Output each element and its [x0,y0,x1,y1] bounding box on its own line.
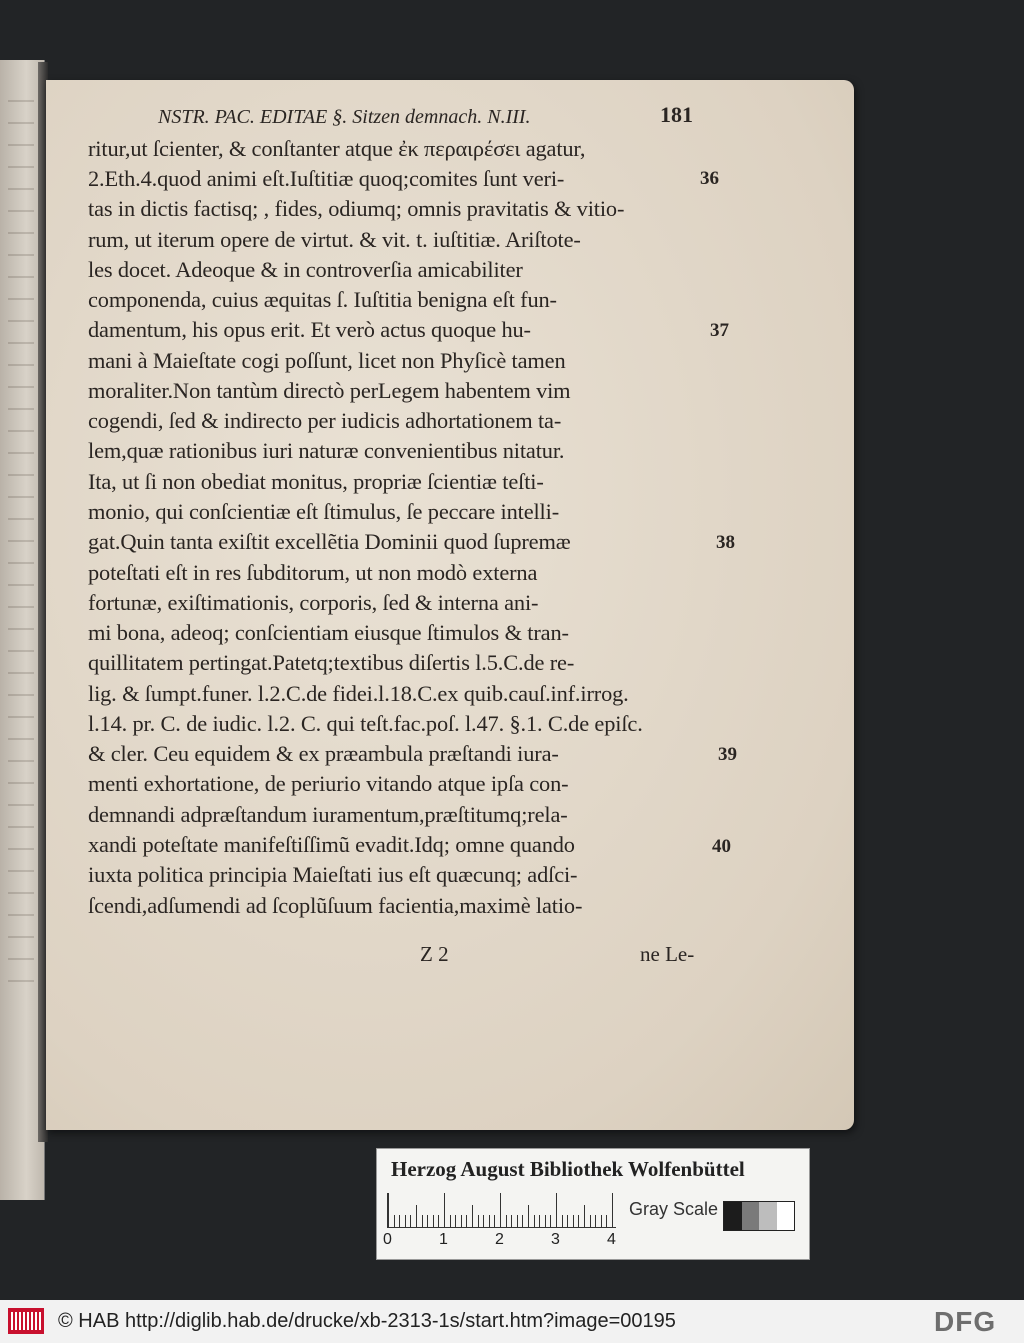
text-line: l.14. pr. C. de iudic. l.2. C. qui teſt.fac.poſ. l.47. §.1. C.de epiſc. [88,711,643,736]
ruler-tick [545,1215,546,1227]
footer-copyright-link[interactable]: © HAB http://diglib.hab.de/drucke/xb-2313-1s/start.htm?image=00195 [58,1310,676,1332]
text-line: Ita, ut ſi non obediat monitus, propriæ ſcientiæ teſti- [88,469,544,494]
ruler-tick [450,1215,451,1227]
ruler-tick [562,1215,563,1227]
ruler-tick [416,1205,417,1227]
ruler-tick [584,1205,585,1227]
text-line: mani à Maieſtate cogi poſſunt, licet non Phyſicè tamen [88,348,566,373]
ruler-tick [556,1193,557,1227]
ruler-tick [612,1193,613,1227]
text-line: & cler. Ceu equidem & ex præambula præſtandi iura- [88,741,559,766]
ruler-tick [399,1215,400,1227]
text-line: lig. & ſumpt.funer. l.2.C.de fidei.l.18.C.ex quib.cauſ.inf.irrog. [88,681,629,706]
margin-number: 37 [710,320,729,341]
ruler-tick [606,1215,607,1227]
gray-swatch [759,1202,777,1230]
ruler-tick [444,1193,445,1227]
ruler-tick [388,1193,389,1227]
text-line: monio, qui conſcientiæ eſt ſtimulus, ſe peccare intelli- [88,499,560,524]
text-line: menti exhortatione, de periurio vitando atque ipſa con- [88,771,569,796]
ruler-tick [517,1215,518,1227]
text-line: fortunæ, exiſtimationis, corporis, ſed & interna ani- [88,590,539,615]
ruler-tick [534,1215,535,1227]
ruler-tick [422,1215,423,1227]
gray-swatch [777,1202,795,1230]
ruler-tick [595,1215,596,1227]
ruler-tick [472,1205,473,1227]
ruler-tick [461,1215,462,1227]
text-line: lem,quæ rationibus iuri naturæ convenientibus nitatur. [88,438,565,463]
ruler-tick [494,1215,495,1227]
ruler-tick [539,1215,540,1227]
margin-number: 38 [716,532,735,553]
text-line: ſcendi,adſumendi ad ſcoplũſuum facientia,maximè latio- [88,893,583,918]
ruler-tick [578,1215,579,1227]
ruler-tick-label: 2 [495,1231,504,1248]
ruler-tick [590,1215,591,1227]
ruler-tick [506,1215,507,1227]
text-line: gat.Quin tanta exiſtit excellẽtia Dominii quod ſupremæ [88,529,571,554]
ruler-tick [410,1215,411,1227]
color-ruler-card [376,1148,810,1260]
ruler-tick [483,1215,484,1227]
text-line: xandi poteſtate manifeſtiſſimũ evadit.Idq; omne quando [88,832,575,857]
previous-page-text-strip [8,100,34,1000]
ruler-tick [550,1215,551,1227]
ruler-tick [528,1205,529,1227]
text-line: demnandi adpræſtandum iuramentum,præſtitumq;rela- [88,802,568,827]
text-line: iuxta politica principia Maieſtati ius eſt quæcunq; adſci- [88,862,578,887]
footer-bar [0,1300,1024,1343]
ruler-tick [478,1215,479,1227]
text-line: mi bona, adeoq; conſcientiam eiusque ſtimulos & tran- [88,620,569,645]
ruler-tick [455,1215,456,1227]
ruler-tick [601,1215,602,1227]
margin-number: 40 [712,836,731,857]
gray-scale-label: Gray Scale [629,1199,719,1219]
running-head: NSTR. PAC. EDITAE §. Sitzen demnach. N.III. [158,106,531,128]
ruler-tick [394,1215,395,1227]
ruler-tick [433,1215,434,1227]
text-line: quillitatem pertingat.Patetq;textibus diſertis l.5.C.de re- [88,650,575,675]
ruler-tick-label: 0 [383,1231,392,1248]
ruler-tick [466,1215,467,1227]
ruler-tick [427,1215,428,1227]
text-line: damentum, his opus erit. Et verò actus quoque hu- [88,317,531,342]
text-line: cogendi, ſed & indirecto per iudicis adhortationem ta- [88,408,562,433]
dfg-logo: DFG [934,1306,997,1337]
catchword: ne Le- [640,942,695,966]
ruler-tick [511,1215,512,1227]
hab-logo-icon [8,1308,44,1334]
gray-scale-swatches [723,1201,795,1231]
ruler-tick-label: 3 [551,1231,560,1248]
margin-number: 36 [700,168,719,189]
ruler-tick [567,1215,568,1227]
ruler-tick [405,1215,406,1227]
text-line: les docet. Adeoque & in controverſia amicabiliter [88,257,523,282]
text-line: moraliter.Non tantùm directò perLegem habentem vim [88,378,571,403]
text-line: poteſtati eſt in res ſubditorum, ut non modò externa [88,560,538,585]
ruler-tick [573,1215,574,1227]
signature-mark: Z 2 [420,942,449,966]
ruler-tick-label: 4 [607,1231,616,1248]
ruler-scale [387,1193,616,1228]
gray-swatch [724,1202,742,1230]
ruler-tick [438,1215,439,1227]
text-line: 2.Eth.4.quod animi eſt.Iuſtitiæ quoq;comites ſunt veri- [88,166,565,191]
ruler-tick-label: 1 [439,1231,448,1248]
ruler-tick [522,1215,523,1227]
text-line: rum, ut iterum opere de virtut. & vit. t. iuſtitiæ. Ariſtote- [88,227,581,252]
ruler-title: Herzog August Bibliothek Wolfenbüttel [391,1157,745,1181]
ruler-tick [500,1193,501,1227]
text-line: componenda, cuius æquitas ſ. Iuſtitia benigna eſt fun- [88,287,557,312]
page-number: 181 [660,102,693,127]
gray-swatch [742,1202,760,1230]
text-line: ritur,ut ſcienter, & conſtanter atque ἐκ περαιρέσει agatur, [88,136,586,161]
ruler-tick [489,1215,490,1227]
text-line: tas in dictis factisq; , fides, odiumq; omnis pravitatis & vitio- [88,196,625,221]
margin-number: 39 [718,744,737,765]
